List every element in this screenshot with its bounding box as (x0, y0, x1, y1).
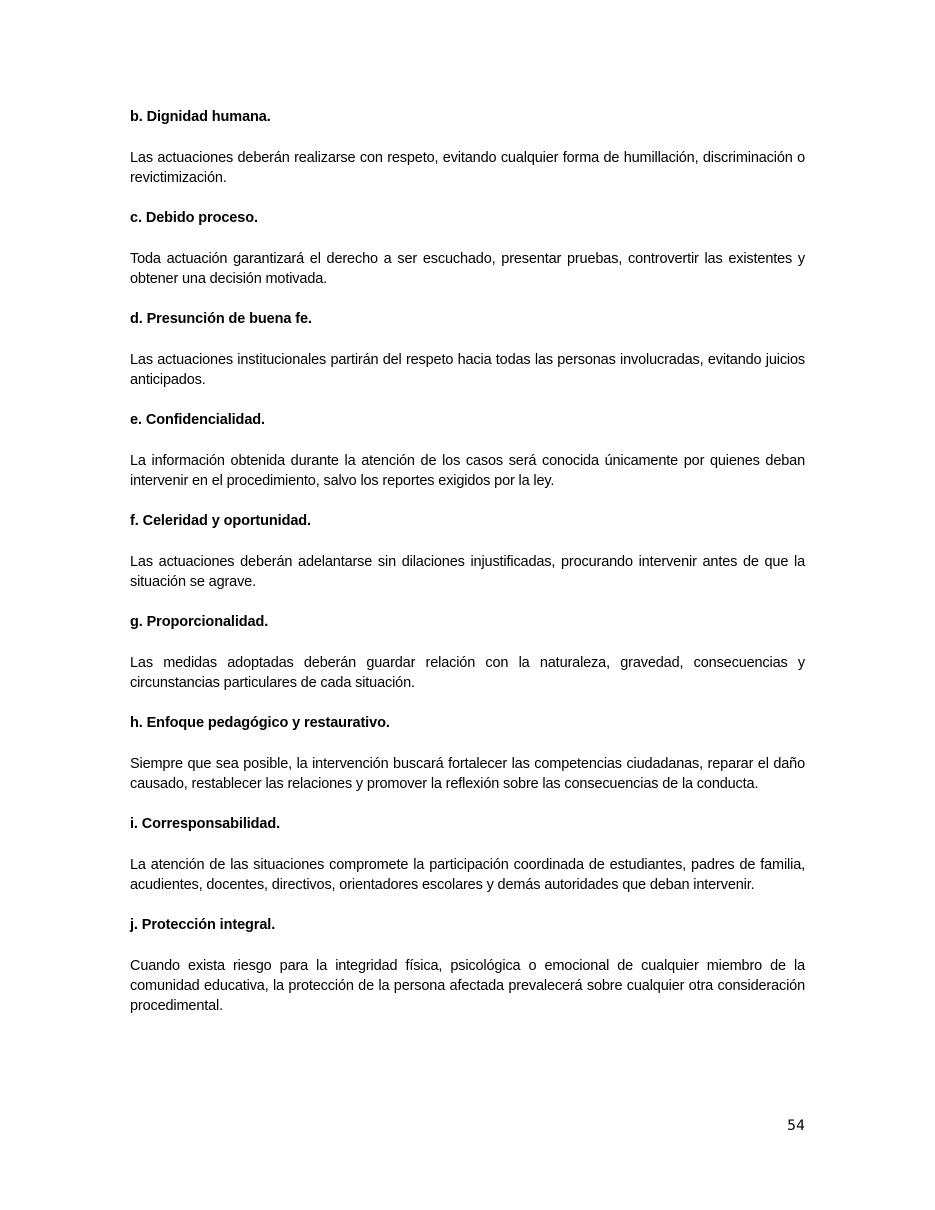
section-body: Toda actuación garantizará el derecho a ser escuchado, presentar pruebas, controvertir las existentes y obtener una decisión motivada. (130, 251, 805, 287)
section-confidencialidad (130, 410, 805, 491)
section-title: b. Dignidad humana. (130, 109, 271, 125)
section-celeridad-oportunidad (130, 511, 805, 592)
section-enfoque-pedagogico (130, 713, 805, 794)
section-body: La información obtenida durante la atención de los casos será conocida únicamente por quienes deban intervenir en el procedimiento, salvo los reportes exigidos por la ley. (130, 453, 805, 489)
section-body: Cuando exista riesgo para la integridad física, psicológica o emocional de cualquier miembro de la comunidad educativa, la protección de la persona afectada prevalecerá sobre cualquier otra consideración procedimental. (130, 958, 805, 1014)
section-title: c. Debido proceso. (130, 210, 258, 226)
section-title: h. Enfoque pedagógico y restaurativo. (130, 715, 390, 731)
section-corresponsabilidad (130, 814, 805, 895)
section-body: Siempre que sea posible, la intervención buscará fortalecer las competencias ciudadanas, reparar el daño causado, restablecer las relaciones y promover la reflexión sobre las consecuencias de la conducta. (130, 756, 805, 792)
section-title: f. Celeridad y oportunidad. (130, 513, 311, 529)
section-title: e. Confidencialidad. (130, 412, 265, 428)
section-proporcionalidad (130, 612, 805, 693)
section-dignidad-humana (130, 107, 805, 188)
section-body: Las actuaciones deberán realizarse con respeto, evitando cualquier forma de humillación, discriminación o revictimización. (130, 150, 805, 186)
section-proteccion-integral (130, 915, 805, 1016)
section-body: Las medidas adoptadas deberán guardar relación con la naturaleza, gravedad, consecuencias y circunstancias particulares de cada situación. (130, 655, 805, 691)
section-title: i. Corresponsabilidad. (130, 816, 281, 832)
section-body: Las actuaciones institucionales partirán del respeto hacia todas las personas involucradas, evitando juicios anticipados. (130, 352, 805, 388)
section-title: d. Presunción de buena fe. (130, 311, 312, 327)
section-body: La atención de las situaciones compromete la participación coordinada de estudiantes, padres de familia, acudientes, docentes, directivos, orientadores escolares y demás autoridades que deban intervenir. (130, 857, 805, 893)
section-presuncion-buena-fe (130, 309, 805, 390)
document-content (130, 107, 805, 1036)
section-body: Las actuaciones deberán adelantarse sin dilaciones injustificadas, procurando intervenir antes de que la situación se agrave. (130, 554, 805, 590)
section-title: j. Protección integral. (130, 917, 276, 933)
page-number: 54 (787, 1118, 805, 1134)
section-debido-proceso (130, 208, 805, 289)
section-title: g. Proporcionalidad. (130, 614, 269, 630)
